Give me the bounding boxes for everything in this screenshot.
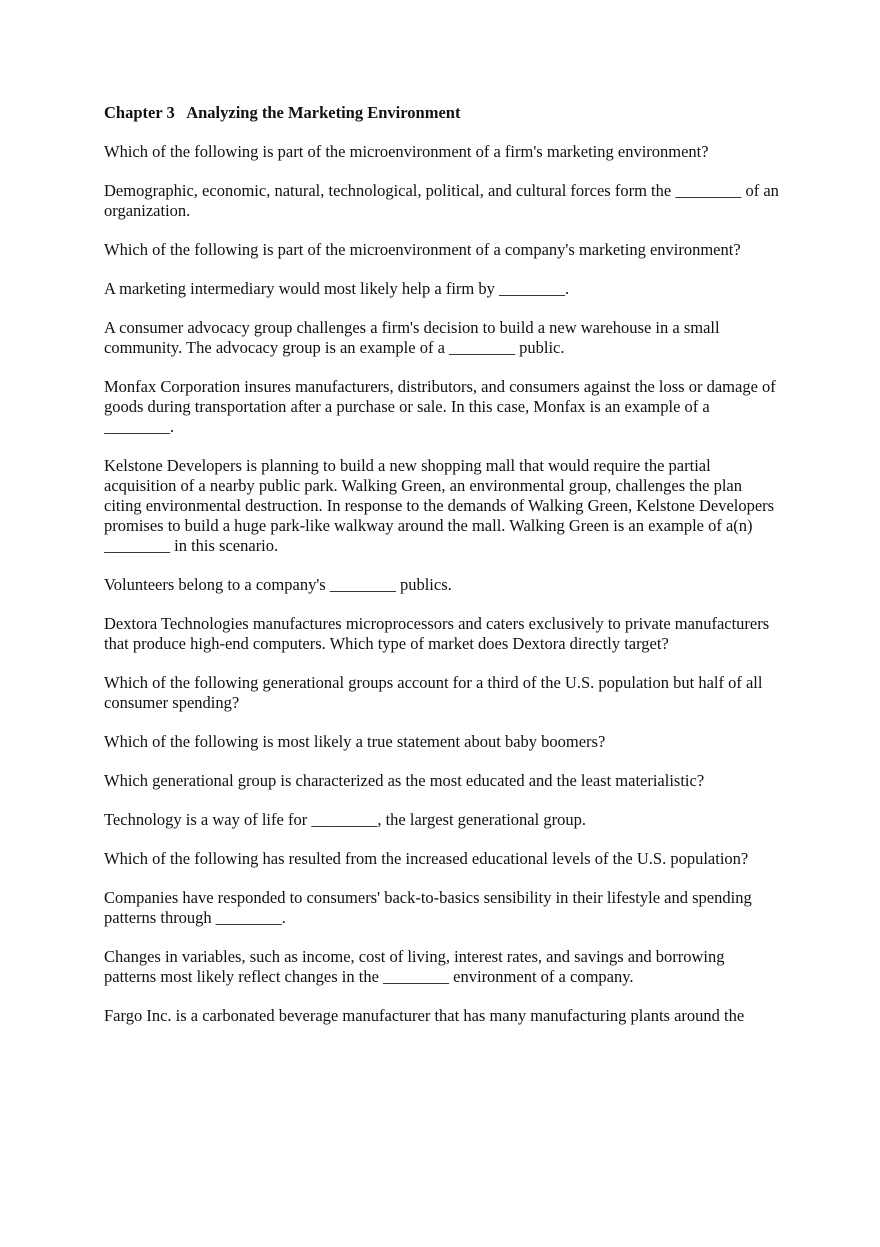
question-1: Which of the following is part of the microenvironment of a firm's marketing environment? [104, 142, 709, 161]
question-13: Technology is a way of life for ________, the largest generational group. [104, 810, 586, 829]
question-5: A consumer advocacy group challenges a firm's decision to build a new warehouse in a small community. The advocacy group is an example of a ________ public. [104, 318, 720, 357]
question-7: Kelstone Developers is planning to build a new shopping mall that would require the partial acquisition of a nearby public park. Walking Green, an environmental group, challenges the plan citing environmental destruction. In response to the demands of Walking Green, Kelstone Developers promises to build a huge park-like walkway around the mall. Walking Green is an example of a(n) ________ in this scenario. [104, 456, 775, 555]
question-3: Which of the following is part of the microenvironment of a company's marketing environment? [104, 240, 741, 259]
question-12: Which generational group is characterized as the most educated and the least materialistic? [104, 771, 705, 790]
question-14: Which of the following has resulted from the increased educational levels of the U.S. population? [104, 849, 749, 868]
chapter-title: Chapter 3 Analyzing the Marketing Environment [104, 103, 461, 122]
document-body [104, 103, 780, 1045]
question-11: Which of the following is most likely a true statement about baby boomers? [104, 732, 606, 751]
question-6: Monfax Corporation insures manufacturers, distributors, and consumers against the loss or damage of goods during transportation after a purchase or sale. In this case, Monfax is an example of a ________. [104, 377, 776, 436]
question-17: Fargo Inc. is a carbonated beverage manufacturer that has many manufacturing plants around the [104, 1006, 745, 1025]
question-8: Volunteers belong to a company's ________ publics. [104, 575, 452, 594]
question-15: Companies have responded to consumers' back-to-basics sensibility in their lifestyle and spending patterns through ________. [104, 888, 752, 927]
question-10: Which of the following generational groups account for a third of the U.S. population but half of all consumer spending? [104, 673, 763, 712]
question-9: Dextora Technologies manufactures microprocessors and caters exclusively to private manufacturers that produce high-end computers. Which type of market does Dextora directly target? [104, 614, 770, 653]
question-4: A marketing intermediary would most likely help a firm by ________. [104, 279, 570, 298]
question-16: Changes in variables, such as income, cost of living, interest rates, and savings and borrowing patterns most likely reflect changes in the ________ environment of a company. [104, 947, 725, 986]
question-2: Demographic, economic, natural, technological, political, and cultural forces form the ________ of an organization. [104, 181, 779, 220]
